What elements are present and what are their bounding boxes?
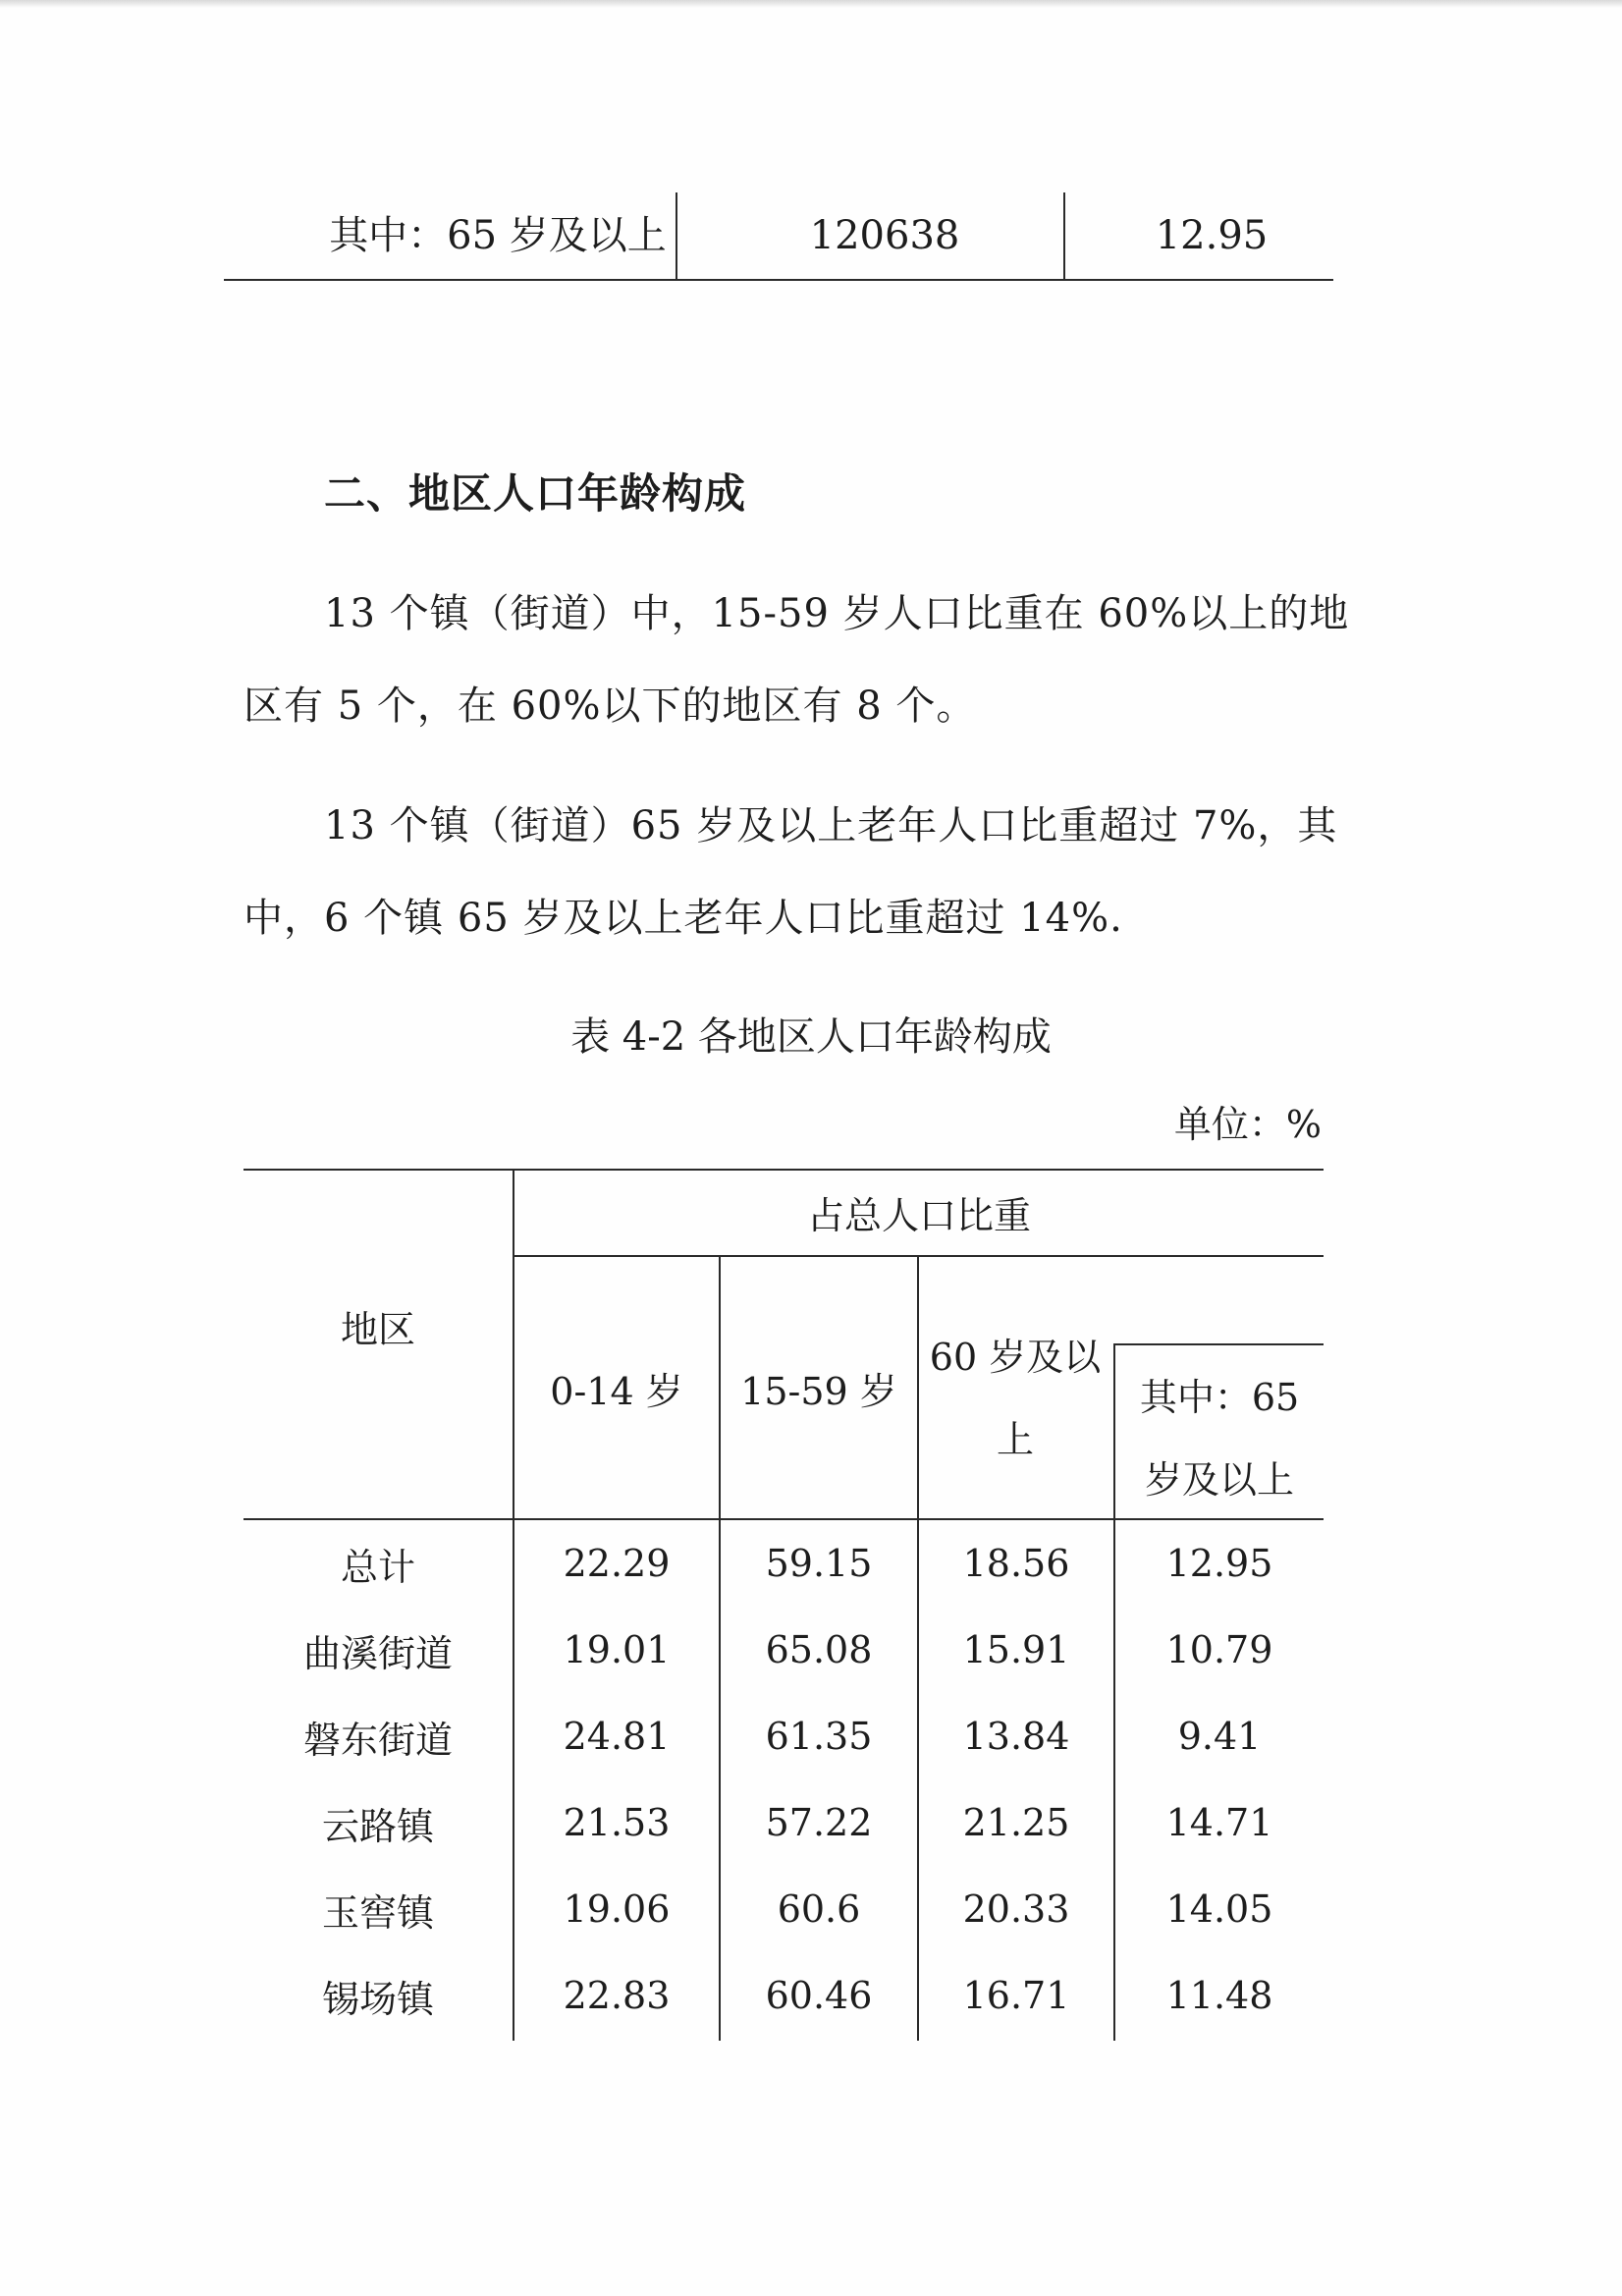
table-cell-value: 13.84 [962,1715,1070,1758]
table-row-region: 玉窖镇 [321,1890,434,1935]
table-row-region: 云路镇 [321,1804,434,1848]
paragraph-2: 13 个镇（街道）65 岁及以上老年人口比重超过 7%，其中，6 个镇 65 岁及以上老年人口比重超过 14%. [243,803,1338,941]
table-cell-value: 61.35 [765,1715,873,1758]
table-cell-value: 19.06 [563,1887,671,1931]
table-cell-value: 22.83 [563,1974,671,2017]
table-cell-value: 21.53 [563,1801,671,1844]
table-cell-value: 14.05 [1165,1887,1273,1931]
fragment-percent: 12.95 [1063,192,1344,279]
table-cell-value: 18.56 [962,1542,1070,1585]
table-cell-value: 22.29 [563,1542,671,1585]
header-age-15-59: 15-59 岁 [740,1369,897,1413]
sub-header-rule [1113,1343,1324,1345]
header-age-60-plus: 60 岁及以上 [929,1336,1102,1461]
table-row-region: 曲溪街道 [302,1631,453,1675]
table-row-region: 磐东街道 [302,1718,453,1762]
paragraph-1: 13 个镇（街道）中，15-59 岁人口比重在 60%以上的地区有 5 个，在 60%以下的地区有 8 个。 [243,591,1350,729]
table-cell-value: 20.33 [962,1887,1070,1931]
table-cell-value: 12.95 [1165,1542,1273,1585]
header-group: 占总人口比重 [806,1193,1031,1237]
table-row-region: 锡场镇 [321,1977,434,2021]
table-cell-value: 19.01 [563,1628,671,1671]
table-unit: 单位：% [1173,1103,1322,1146]
table-cell-value: 15.91 [962,1628,1070,1671]
table-cell-value: 11.48 [1165,1974,1273,2017]
fragment-count: 120638 [676,192,1076,279]
table-cell-value: 9.41 [1177,1715,1262,1758]
section-heading: 二、地区人口年龄构成 [324,469,747,518]
table-cell-value: 16.71 [962,1974,1070,2017]
table-row-region: 总计 [340,1545,415,1589]
table-caption: 表 4-2 各地区人口年龄构成 [570,1014,1052,1060]
header-age-0-14: 0-14 岁 [550,1369,683,1413]
previous-table-fragment [224,192,1333,281]
fragment-label: 其中：65 岁及以上 [329,213,667,258]
age-structure-table [243,1169,1324,2041]
table-cell-value: 65.08 [765,1628,873,1671]
header-region: 地区 [340,1307,415,1351]
table-cell-value: 10.79 [1165,1628,1273,1671]
scan-edge [0,0,1622,8]
header-age-65-plus: 其中：65 岁及以上 [1139,1376,1300,1502]
table-cell-value: 60.46 [765,1974,873,2017]
table-cell-value: 14.71 [1165,1801,1273,1844]
table-cell-value: 24.81 [563,1715,671,1758]
table-cell-value: 59.15 [765,1542,873,1585]
table-cell-value: 21.25 [962,1801,1070,1844]
table-cell-value: 57.22 [765,1801,873,1844]
table-cell-value: 60.6 [777,1887,861,1931]
